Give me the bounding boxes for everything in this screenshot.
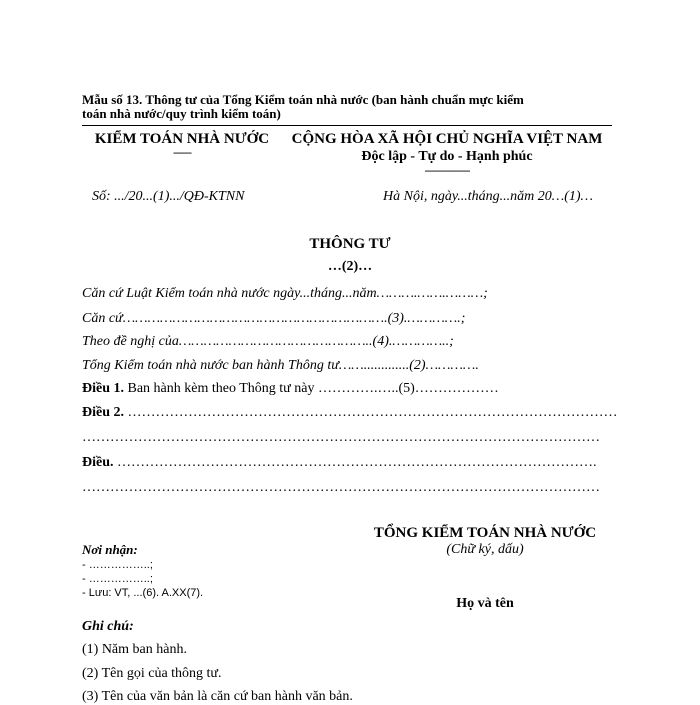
document-title: THÔNG TƯ: [309, 236, 391, 252]
article-2-text: ……………………………………………………………………………………………: [124, 405, 618, 420]
proposal-basis: Theo đề nghị của………………………………………..(4).…………..;: [82, 334, 454, 349]
article-n-text: ………………………………………………………………………………………….: [113, 455, 597, 470]
note-item: (1) Năm ban hành.: [82, 642, 187, 657]
document-subtitle: …(2)…: [327, 259, 373, 274]
dotted-line: …………………………………………………………………………………………………: [82, 430, 600, 445]
recipient-item: - ……………..;: [82, 573, 153, 585]
dotted-line: …………………………………………………………………………………………………: [82, 480, 600, 495]
note-item: (3) Tên của văn bản là căn cứ ban hành văn bản.: [82, 689, 353, 704]
agency-underline: ------: [173, 145, 191, 159]
article-2-label: Điều 2.: [82, 405, 124, 420]
legal-basis-law: Căn cứ Luật Kiểm toán nhà nước ngày...tháng...năm……….…….………;: [82, 286, 488, 301]
article-1-text: Ban hành kèm theo Thông tư này ………….…..(5)………………: [124, 381, 499, 396]
legal-basis-other: Căn cứ……………………………………………………….(3).………….;: [82, 311, 466, 326]
issuing-agency: KIỂM TOÁN NHÀ NƯỚC: [94, 131, 270, 147]
article-n: [82, 455, 597, 471]
recipient-archive: - Lưu: VT, ...(6). A.XX(7).: [82, 587, 204, 599]
recipient-item: - ……………..;: [82, 559, 153, 571]
article-2: [82, 405, 618, 421]
national-title: CỘNG HÒA XÃ HỘI CHỦ NGHĨA VIỆT NAM: [291, 131, 603, 147]
national-motto: Độc lập - Tự do - Hạnh phúc: [361, 149, 533, 164]
article-n-label: Điều.: [82, 455, 114, 470]
article-1-label: Điều 1.: [82, 381, 124, 396]
recipients-label: Nơi nhận:: [82, 542, 138, 557]
motto-underline: ---------------: [424, 163, 470, 177]
template-caption-line2: toán nhà nước/quy trình kiểm toán): [82, 106, 281, 121]
issuance-statement: Tổng Kiểm toán nhà nước ban hành Thông tư…….............(2)………….: [82, 358, 479, 373]
signer-title: TỔNG KIỂM TOÁN NHÀ NƯỚC: [373, 525, 597, 541]
place-and-date: Hà Nội, ngày...tháng...năm 20…(1)…: [383, 189, 593, 204]
document-number: Số: .../20...(1).../QĐ-KTNN: [92, 189, 245, 204]
template-caption-line1: Mẫu số 13. Thông tư của Tổng Kiểm toán nhà nước (ban hành chuẩn mực kiểm: [82, 92, 524, 107]
signer-name: Họ và tên: [456, 596, 514, 611]
article-1: [82, 381, 499, 397]
note-item: (2) Tên gọi của thông tư.: [82, 666, 222, 681]
header-divider: [82, 125, 612, 126]
signature-note: (Chữ ký, dấu): [446, 542, 524, 557]
notes-label: Ghi chú:: [82, 619, 134, 634]
